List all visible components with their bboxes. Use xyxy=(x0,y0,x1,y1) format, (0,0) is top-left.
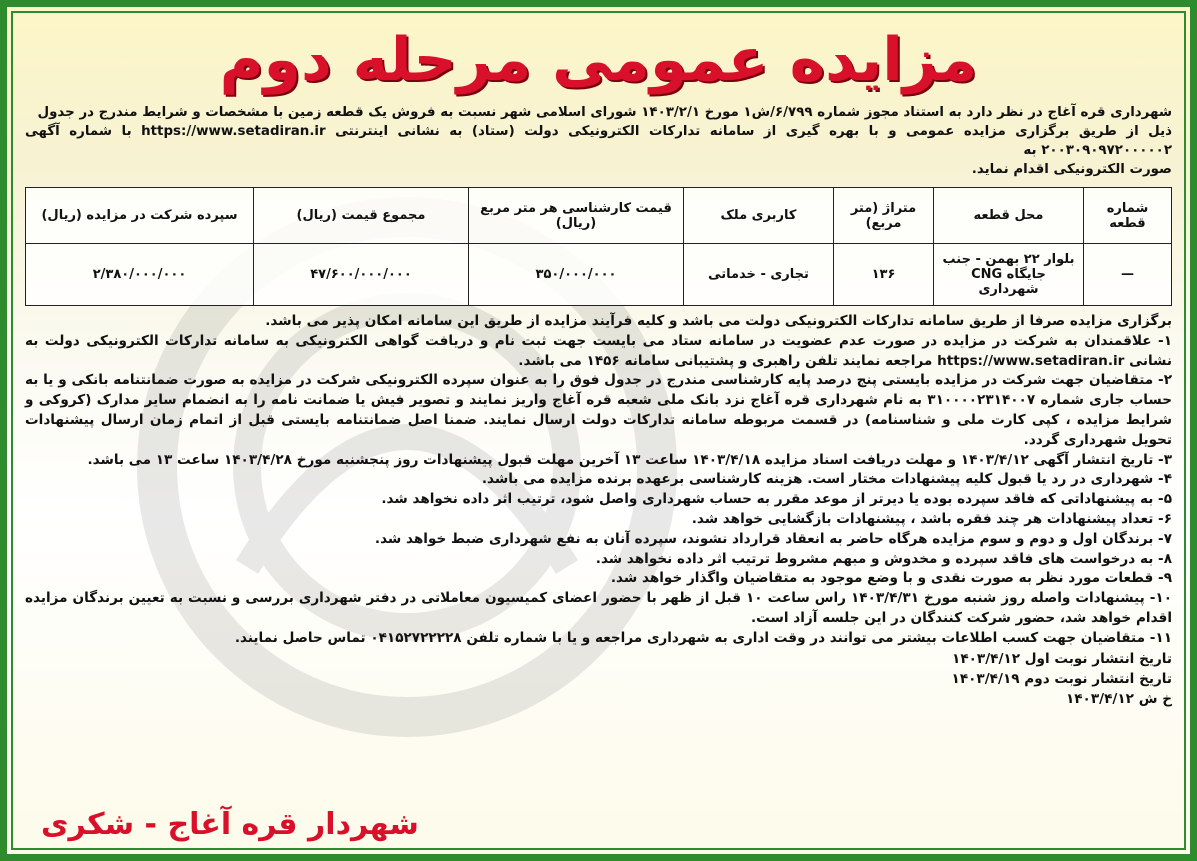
ad-title: مزایده عمومی مرحله دوم xyxy=(219,25,978,95)
cell-area: ۱۳۶ xyxy=(834,244,934,306)
condition-item: ۴- شهرداری در رد یا قبول کلیه پیشنهادات مختار است. هزینه کارشناسی برعهده برنده مزایده می باشد. xyxy=(481,471,1172,488)
cell-usage: تجاری - خدماتی xyxy=(684,244,834,306)
date-line: تاریخ انتشار نوبت اول ۱۴۰۳/۴/۱۲ xyxy=(952,650,1172,667)
cell-location: بلوار ۲۲ بهمن - جنب جایگاه CNG شهرداری xyxy=(934,244,1084,306)
lots-table xyxy=(25,187,1172,306)
condition-item: ۸- به درخواست های فاقد سپرده و مخدوش و مبهم مشروط ترتیب اثر داده نخواهد شد. xyxy=(595,550,1172,567)
intro-line: صورت الکترونیکی اقدام نماید. xyxy=(971,162,1172,177)
condition-item: ۱۱- متقاضیان جهت کسب اطلاعات بیشتر می توانند در وقت اداری به شهرداری مراجعه و یا با شماره تلفن ۰۴۱۵۲۷۲۲۲۲۸ تماس حاصل نمایند. xyxy=(234,629,1172,646)
cell-deposit: ۲/۳۸۰/۰۰۰/۰۰۰ xyxy=(26,244,254,306)
date-line: تاریخ انتشار نوبت دوم ۱۴۰۳/۴/۱۹ xyxy=(951,670,1172,687)
col-usage: کاربری ملک xyxy=(684,188,834,244)
cell-total-price: ۴۷/۶۰۰/۰۰۰/۰۰۰ xyxy=(254,244,469,306)
col-deposit: سپرده شرکت در مزایده (ریال) xyxy=(26,188,254,244)
col-unit-price: قیمت کارشناسی هر متر مربع (ریال) xyxy=(469,188,684,244)
col-lot-number: شماره قطعه xyxy=(1084,188,1172,244)
ad-content xyxy=(21,21,1176,854)
mayor-signature: شهردار قره آغاج - شکری xyxy=(41,807,419,842)
publication-dates xyxy=(21,649,1176,709)
conditions-list xyxy=(21,306,1176,649)
condition-item: ۹- قطعات مورد نظر به صورت نقدی و با وضع موجود به متقاضیان واگذار خواهد شد. xyxy=(610,570,1172,587)
condition-item: ۱- علاقمندان به شرکت در مزایده در صورت عدم عضویت در سامانه ستاد می بایست جهت ثبت نام و دریافت گواهی الکترونیکی به سامانه تدارکات الکترونیکی دولت به نشانی https://www.setadiran.ir مراجعه نمایند تلفن راهبری و پشتیبانی سامانه ۱۴۵۶ می باشد. xyxy=(25,332,1172,369)
cell-unit-price: ۳۵۰/۰۰۰/۰۰۰ xyxy=(469,244,684,306)
condition-item: برگزاری مزایده صرفا از طریق سامانه تدارکات الکترونیکی دولت می باشد و کلیه فرآیند مزایده از طریق این سامانه امکان پذیر می باشد. xyxy=(265,313,1172,329)
intro-line: ذیل از طریق برگزاری مزایده عمومی و با بهره گیری از سامانه تدارکات الکترونیکی دولت (ستاد) به نشانی اینترنتی https://www.setadiran.ir با شماره آگهی ۲۰۰۳۰۹۰۹۷۲۰۰۰۰۰۲ به xyxy=(25,124,1173,158)
table-row xyxy=(26,244,1172,306)
intro-paragraph xyxy=(21,101,1176,179)
intro-line: شهرداری قره آغاج در نظر دارد به استناد مجوز شماره ۶/۷۹۹/ش۱ مورخ ۱۴۰۳/۲/۱ شورای اسلامی شهر نسبت به فروش یک قطعه زمین با مشخصات و شرایط مندرج در جدول xyxy=(37,105,1172,120)
condition-item: ۱۰- پیشنهادات واصله روز شنبه مورخ ۱۴۰۳/۴/۳۱ راس ساعت ۱۰ قبل از ظهر با حضور اعضای کمیسیون معاملاتی در دفتر شهرداری بررسی و نسبت به تعیین برندگان مزایده اقدام خواهد شد، حضور شرکت کنندگان در این جلسه آزاد است. xyxy=(25,590,1173,626)
condition-item: ۵- به پیشنهاداتی که فاقد سپرده بوده یا دیرتر از موعد مقرر به حساب شهرداری واصل شود، ترتیب اثر داده نخواهد شد. xyxy=(381,491,1172,508)
table-header-row xyxy=(26,188,1172,244)
condition-item: ۷- برندگان اول و دوم و سوم مزایده هرگاه حاضر به انعقاد قرارداد نشوند، سپرده آنان به نفع شهرداری ضبط خواهد شد. xyxy=(374,530,1172,547)
cell-lot-number: — xyxy=(1084,244,1172,306)
date-line: خ ش ۱۴۰۳/۴/۱۲ xyxy=(1065,690,1172,707)
condition-item: ۲- متقاضیان جهت شرکت در مزایده بایستی پنج درصد پایه کارشناسی مندرج در جدول فوق را به عنوان سپرده الکترونیکی شرکت در مزایده به صورت ضمانتنامه بانکی و یا به حساب جاری شماره ۳۱۰۰۰۰۲۳۱۴۰۰۷ به نام شهرداری قره آغاج نزد بانک ملی شعبه قره آغاج واریز نمایند و تصویر فیش یا ضمانت نامه را به انضمام سایر مدارک (کروکی و شرایط مزایده ، کپی کارت ملی و شناسنامه) در قسمت مربوطه سامانه تدارکات دولت ارسال نمایند. ضمنا اصل ضمانتنامه بایستی قبل از اتمام زمان ارسال پیشنهادات تحویل شهرداری گردد. xyxy=(25,372,1172,448)
col-total-price: مجموع قیمت (ریال) xyxy=(254,188,469,244)
col-location: محل قطعه xyxy=(934,188,1084,244)
condition-item: ۳- تاریخ انتشار آگهی ۱۴۰۳/۴/۱۲ و مهلت دریافت اسناد مزایده ۱۴۰۳/۴/۱۸ ساعت ۱۳ آخرین مهلت قبول پیشنهادات روز پنجشنبه مورخ ۱۴۰۳/۴/۲۸ ساعت ۱۳ می باشد. xyxy=(87,451,1172,468)
condition-item: ۶- تعداد پیشنهادات هر چند فقره باشد ، پیشنهادات بازگشایی خواهد شد. xyxy=(691,510,1172,527)
col-area: متراژ (متر مربع) xyxy=(834,188,934,244)
